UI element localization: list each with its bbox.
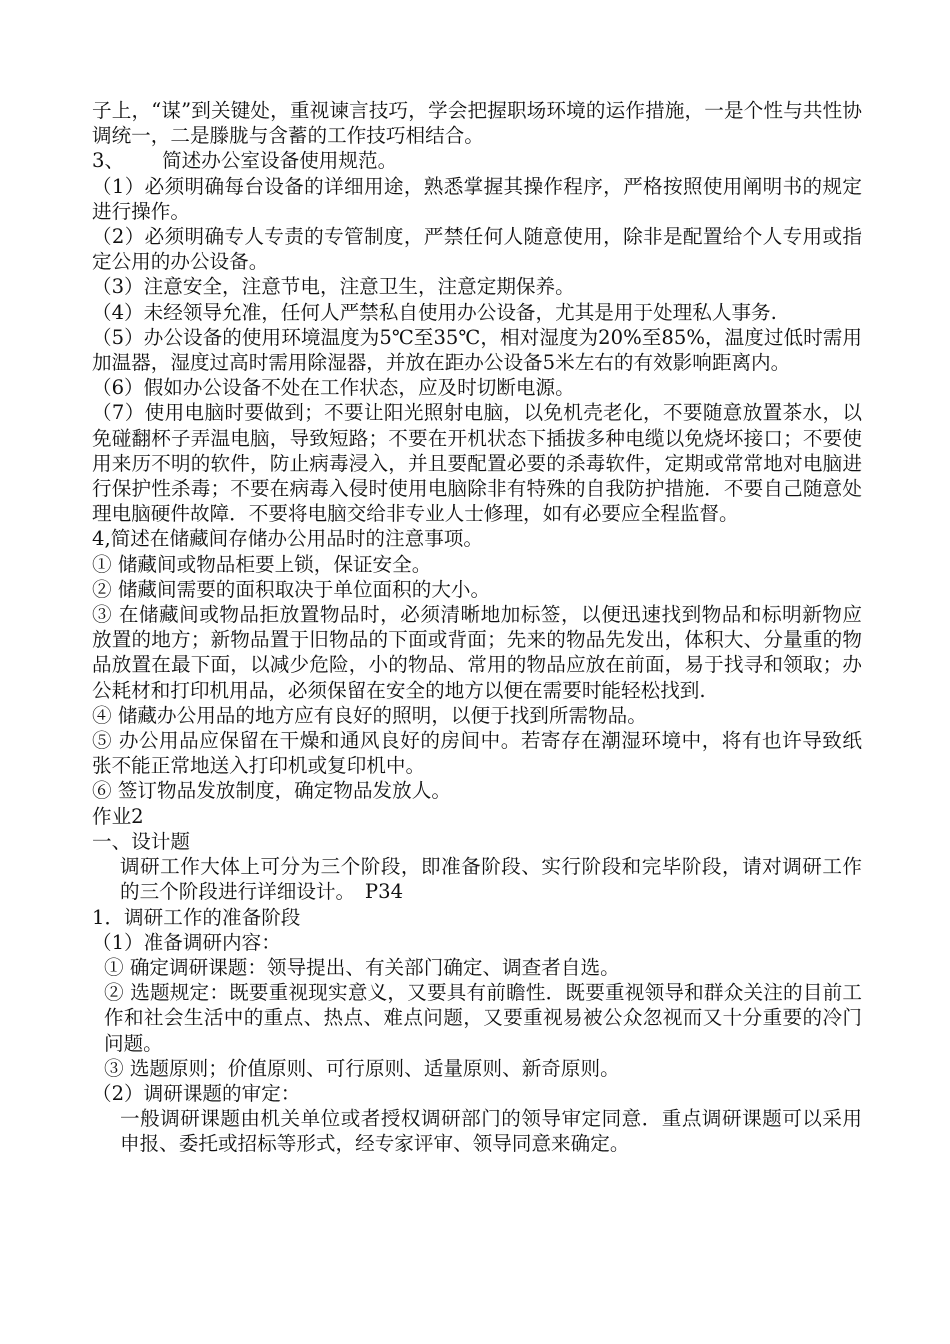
section-title-design: 一、设计题 xyxy=(92,829,190,853)
heading-prep-stage: 1．调研工作的准备阶段 xyxy=(92,905,301,929)
heading-question-3 xyxy=(92,148,862,173)
list-item: ① 确定调研课题：领导提出、有关部门确定、调查者自选。 xyxy=(104,955,620,979)
list-item: （6）假如办公设备不处在工作状态，应及时切断电源。 xyxy=(92,376,575,400)
list-item: （2）必须明确专人专责的专管制度，严禁任何人随意使用，除非是配置给个人专用或指定公用的办公设备。 xyxy=(92,225,862,274)
paragraph-intro-continuation: 子上，“谋”到关键处，重视谏言技巧，学会把握职场环境的运作措施，一是个性与共性协调统一，二是滕胧与含蓄的工作技巧相结合。 xyxy=(92,99,862,148)
paragraph-topic-approval: 一般调研课题由机关单位或者授权调研部门的领导审定同意．重点调研课题可以采用申报、委托或招标等形式，经专家评审、领导同意来确定。 xyxy=(120,1107,862,1156)
document-page xyxy=(92,98,862,1157)
list-item: （4）未经领导允准，任何人严禁私自使用办公设备，尤其是用于处理私人事务. xyxy=(92,300,777,324)
list-item: ② 选题规定：既要重视现实意义，又要具有前瞻性．既要重视领导和群众关注的目前工作和社会生活中的重点、热点、难点问题，又要重视易被公众忽视而又十分重要的冷门问题。 xyxy=(104,981,862,1055)
question-number: 3、 xyxy=(92,149,125,173)
list-item: ③ 在储藏间或物品拒放置物品时，必须清晰地加标签，以便迅速找到物品和标明新物应放置的地方；新物品置于旧物品的下面或背面；先来的物品先发出，体积大、分量重的物品放置在最下面，以减少危险，小的物品、常用的物品应放在前面，易于找寻和领取；办公耗材和打印机用品，必须保留在安全的地方以便在需要时能轻松找到. xyxy=(92,603,862,702)
list-item: ⑥ 签订物品发放制度，确定物品发放人。 xyxy=(92,779,451,803)
list-item: （1）必须明确每台设备的详细用途，熟悉掌握其操作程序，严格按照使用阐明书的规定进行操作。 xyxy=(92,174,862,223)
list-item: ④ 储藏办公用品的地方应有良好的照明，以便于找到所需物品。 xyxy=(92,703,647,727)
list-item: ② 储藏间需要的面积取决于单位面积的大小。 xyxy=(92,577,491,601)
heading-question-4: 4,简述在储藏间存储办公用品时的注意事项。 xyxy=(92,527,483,551)
section-title-homework: 作业2 xyxy=(92,804,144,828)
list-item: ③ 选题原则；价值原则、可行原则、适量原则、新奇原则。 xyxy=(104,1056,620,1080)
list-item: （3）注意安全，注意节电，注意卫生，注意定期保养。 xyxy=(92,275,575,299)
question-title: 简述办公室设备使用规范。 xyxy=(162,149,398,173)
list-item: （1）准备调研内容： xyxy=(92,930,281,954)
list-item: （2）调研课题的审定： xyxy=(92,1081,301,1105)
list-item: ⑤ 办公用品应保留在干燥和通风良好的房间中。若寄存在潮湿环境中，将有也许导致纸张不能正常地送入打印机或复印机中。 xyxy=(92,729,862,778)
list-item: （5）办公设备的使用环境温度为5℃至35℃，相对湿度为20%至85%，温度过低时需用加温器，湿度过高时需用除湿器，并放在距办公设备5米左右的有效影响距离内。 xyxy=(92,325,862,375)
list-item: （7）使用电脑时要做到；不要让阳光照射电脑，以免机壳老化，不要随意放置茶水，以免碰翻杯子弄温电脑，导致短路；不要在开机状态下插拔多种电缆以免烧坏接口；不要使用来历不明的软件，防止病毒浸入，并且要配置必要的杀毒软件，定期或常常地对电脑进行保护性杀毒；不要在病毒入侵时使用电脑除非有特殊的自我防护措施．不要自己随意处理电脑硬件故障．不要将电脑交给非专业人士修理，如有必要应全程监督。 xyxy=(92,401,862,526)
paragraph-design-question: 调研工作大体上可分为三个阶段，即准备阶段、实行阶段和完毕阶段，请对调研工作的三个阶段进行详细设计。 P34 xyxy=(120,855,862,904)
list-item: ① 储藏间或物品柜要上锁，保证安全。 xyxy=(92,552,432,576)
